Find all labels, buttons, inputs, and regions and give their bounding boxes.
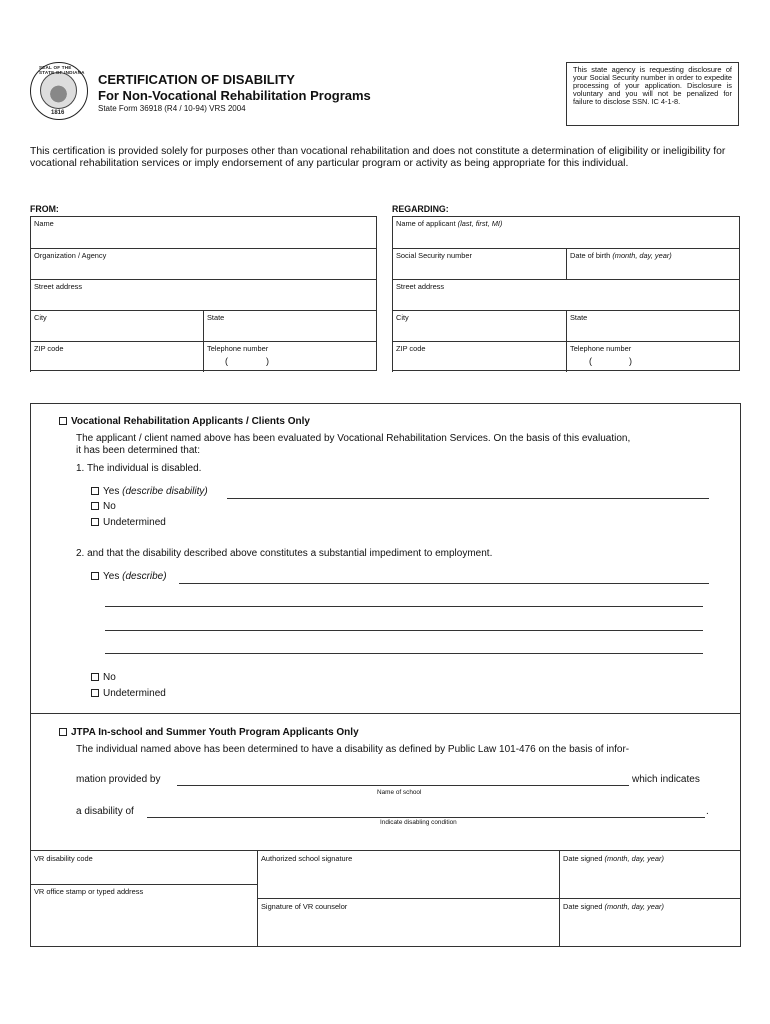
no-disability-option: No — [91, 501, 116, 512]
section-divider — [31, 713, 740, 714]
form-number: State Form 36918 (R4 / 10-94) VRS 2004 — [98, 104, 246, 113]
regarding-heading: REGARDING: — [392, 204, 449, 214]
disabling-condition-caption: Indicate disabling condition — [380, 819, 457, 826]
regarding-dob-field[interactable] — [566, 248, 740, 279]
vr-counselor-signature-field[interactable] — [257, 899, 559, 946]
regarding-telephone-field[interactable] — [566, 341, 740, 372]
date-signed-school-field[interactable] — [559, 851, 740, 899]
vr-section-checkbox[interactable] — [59, 417, 67, 425]
from-telephone-field[interactable] — [203, 341, 377, 372]
from-city-label: City — [34, 313, 47, 322]
from-name-field[interactable] — [30, 217, 377, 248]
describe-impediment-line-3[interactable] — [105, 630, 703, 631]
which-indicates-label: which indicates — [632, 774, 700, 785]
vr-office-stamp-field[interactable] — [31, 885, 257, 946]
from-grid — [30, 216, 377, 371]
regarding-state-label: State — [570, 313, 588, 322]
from-area-code-open: ( — [225, 356, 228, 366]
regarding-dob-label: Date of birth (month, day, year) — [570, 251, 672, 260]
from-area-code-close: ) — [266, 356, 269, 366]
vr-disability-code-field[interactable] — [31, 851, 257, 885]
seal-emblem — [40, 72, 77, 109]
form-subtitle: For Non-Vocational Rehabilitation Programs — [98, 88, 371, 103]
jtpa-section-heading: JTPA In-school and Summer Youth Program Applicants Only — [59, 727, 359, 738]
jtpa-paragraph: The individual named above has been determined to have a disability as defined by Public Law 101-476 on the basis of infor- — [76, 744, 630, 755]
regarding-ssn-label: Social Security number — [396, 251, 472, 260]
vr-paragraph-line1: The applicant / client named above has been evaluated by Vocational Rehabilitation Services. On the basis of this evaluation, — [76, 433, 631, 444]
vr-item-2: 2. and that the disability described above constitutes a substantial impediment to employment. — [76, 548, 493, 559]
vr-item-1: 1. The individual is disabled. — [76, 463, 202, 474]
yes-disability-option: Yes (describe disability) — [91, 486, 208, 497]
describe-impediment-line-4[interactable] — [105, 653, 703, 654]
from-street-label: Street address — [34, 282, 83, 291]
from-telephone-label: Telephone number — [207, 344, 269, 353]
regarding-state-field[interactable] — [566, 310, 740, 341]
from-street-field[interactable] — [30, 279, 377, 310]
regarding-area-code-close: ) — [629, 356, 632, 366]
disabling-condition-line[interactable] — [147, 817, 705, 818]
no-impediment-option: No — [91, 672, 116, 683]
disability-period: . — [706, 806, 709, 817]
regarding-street-label: Street address — [396, 282, 445, 291]
vr-section-heading: Vocational Rehabilitation Applicants / Clients Only — [59, 416, 310, 427]
no-disability-checkbox[interactable] — [91, 502, 99, 510]
from-zip-field[interactable] — [30, 341, 203, 372]
regarding-name-label: Name of applicant (last, first, MI) — [396, 219, 503, 228]
undetermined-disability-checkbox[interactable] — [91, 518, 99, 526]
school-signature-field[interactable] — [257, 851, 559, 899]
from-name-label: Name — [34, 219, 54, 228]
regarding-area-code-open: ( — [589, 356, 592, 366]
seal-year: 1816 — [51, 110, 65, 116]
certification-box — [30, 403, 741, 947]
undetermined-impediment-option: Undetermined — [91, 688, 166, 699]
vr-counselor-signature-label: Signature of VR counselor — [261, 902, 348, 911]
no-impediment-checkbox[interactable] — [91, 673, 99, 681]
mation-provided-by-label: mation provided by — [76, 774, 161, 785]
intro-text: This certification is provided solely for purposes other than vocational rehabilitation and does not constitute a determination of eligibility or ineligibility for vocational rehabilitation services or imply endorsement of any particular program or activity as being appropriate for this individual. — [30, 146, 726, 169]
from-organization-label: Organization / Agency — [34, 251, 107, 260]
yes-impediment-option: Yes (describe) — [91, 571, 167, 582]
from-city-field[interactable] — [30, 310, 203, 341]
school-name-line[interactable] — [177, 785, 629, 786]
regarding-city-field[interactable] — [392, 310, 566, 341]
from-zip-label: ZIP code — [34, 344, 64, 353]
undetermined-disability-option: Undetermined — [91, 517, 166, 528]
vr-office-stamp-label: VR office stamp or typed address — [34, 887, 144, 896]
date-signed-counselor-field[interactable] — [559, 899, 740, 946]
describe-impediment-line-2[interactable] — [105, 606, 703, 607]
privacy-notice: This state agency is requesting disclosure of your Social Security number in order to expedite processing of your application. Disclosure is voluntary and you will not be penalized for failure to disclose SSN. IC 4-1-8. — [566, 62, 739, 126]
undetermined-impediment-checkbox[interactable] — [91, 689, 99, 697]
date-signed-counselor-label: Date signed (month, day, year) — [563, 902, 664, 911]
regarding-name-field[interactable] — [392, 217, 740, 248]
regarding-grid — [392, 216, 740, 371]
vr-disability-code-label: VR disability code — [34, 854, 93, 863]
date-signed-school-label: Date signed (month, day, year) — [563, 854, 664, 863]
disability-of-label: a disability of — [76, 806, 134, 817]
yes-impediment-checkbox[interactable] — [91, 572, 99, 580]
from-heading: FROM: — [30, 204, 59, 214]
regarding-city-label: City — [396, 313, 409, 322]
name-of-school-caption: Name of school — [377, 789, 422, 796]
seal-ring-text: SEAL OF THE STATE OF INDIANA — [39, 65, 85, 75]
jtpa-section-checkbox[interactable] — [59, 728, 67, 736]
form-title: CERTIFICATION OF DISABILITY — [98, 72, 295, 87]
state-seal-icon — [30, 62, 88, 120]
describe-disability-line[interactable] — [227, 498, 709, 499]
from-organization-field[interactable] — [30, 248, 377, 279]
regarding-zip-field[interactable] — [392, 341, 566, 372]
regarding-street-field[interactable] — [392, 279, 740, 310]
school-signature-label: Authorized school signature — [261, 854, 353, 863]
yes-disability-checkbox[interactable] — [91, 487, 99, 495]
vr-paragraph-line2: it has been determined that: — [76, 445, 200, 456]
regarding-telephone-label: Telephone number — [570, 344, 632, 353]
from-state-field[interactable] — [203, 310, 377, 341]
regarding-zip-label: ZIP code — [396, 344, 426, 353]
describe-impediment-line-1[interactable] — [179, 583, 709, 584]
regarding-ssn-field[interactable] — [392, 248, 566, 279]
from-state-label: State — [207, 313, 225, 322]
